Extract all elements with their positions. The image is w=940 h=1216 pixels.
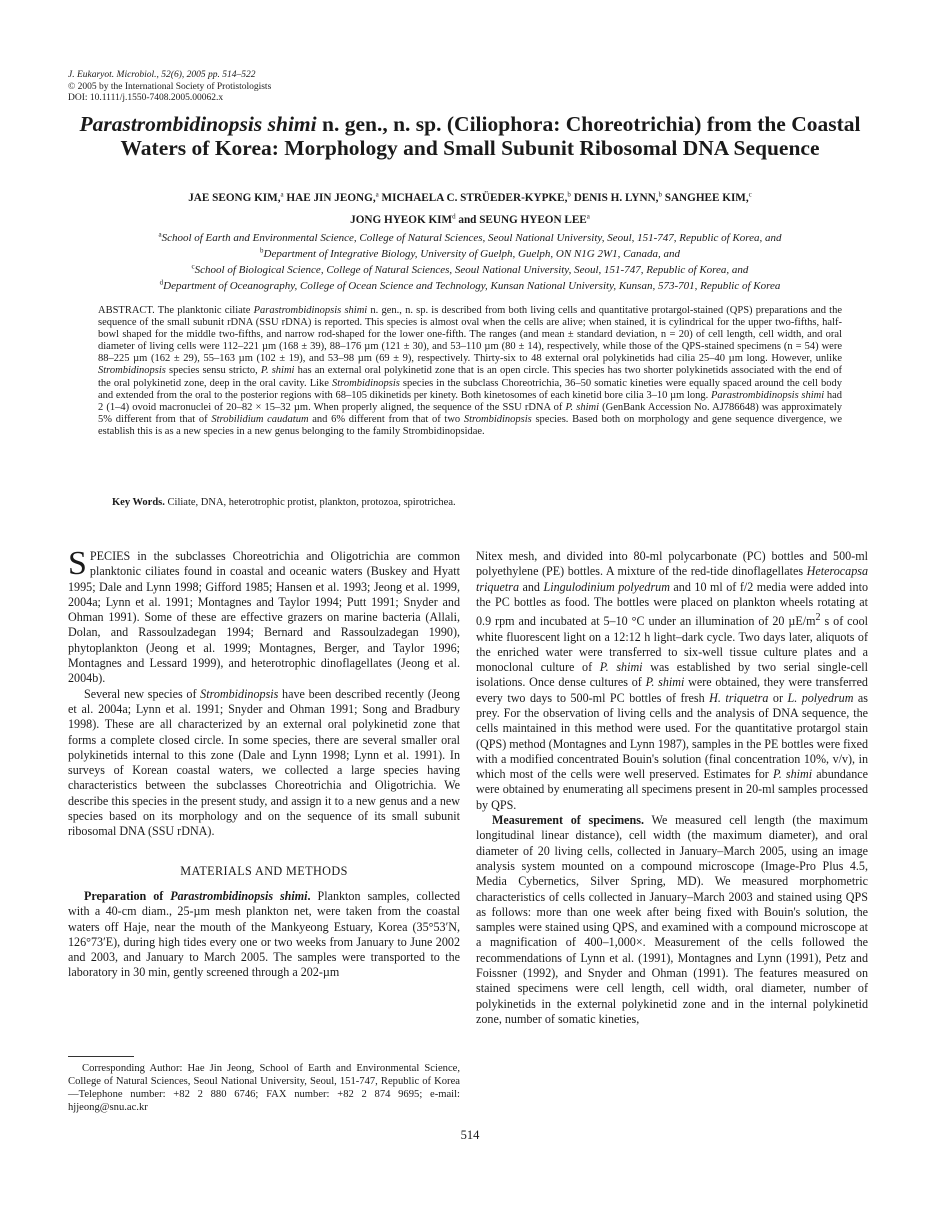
author-affiliation-mark: a xyxy=(586,212,590,221)
abstract-text: species. Based both on morphology and gene sequence divergence, we establish this is as a new species in a new genus belonging to the family Strombidinopsidae. xyxy=(98,413,843,437)
section-heading-methods: MATERIALS AND METHODS xyxy=(180,863,348,878)
affiliation-text: School of Earth and Environmental Science, College of Natural Sciences, Seoul National University, Seoul, 151-747, Republic of Korea, and xyxy=(161,232,782,244)
run-in-heading-text: . xyxy=(307,888,311,903)
keywords-label: Key Words. xyxy=(112,497,165,508)
abstract-text: had 2 (1–4) ovoid macronuclei of 20–82 × 15–32 µm. When properly aligned, the sequence of the SSU rDNA of xyxy=(98,389,842,413)
paragraph-italic: P. shimi xyxy=(645,675,685,690)
author-affiliation-mark: a xyxy=(280,190,284,199)
abstract-italic: Strombidinopsis xyxy=(463,413,532,425)
paragraph-text: We measured cell length (the maximum longitudinal linear distance), cell width (the maximum diameter), and oral diameter of 20 living cells, collected in January–March 2005, using an image analysis system mounted on a compound microscope (Image-Pro Plus 4.5, Media Cybernetics, Silver Spring, MD). We measured morphometric characteristics of cells collected in January–March 2003 and stained using QPS as follows: more than one week after being fixed with Bouin's solution, the samples were stained using QPS, and examined with a compound microscope at a magnification of 400–1,000×. Measurement of the cells followed the recommendations of Lynn et al. (1991), Montagnes and Lynn (1991), Petz and Foissner (1992), and Snyder and Ohman (1991). The features measured on stained specimens were cell length, cell width, oral diameter, number of polykinetids in the external polykinetid zone and in the internal polykinetid zone, number of somatic kineties, xyxy=(476,813,868,1026)
paragraph-text: have been described recently (Jeong et al. 2004a; Lynn et al. 1991; Snyder and Ohman 1991; Song and Bradbury 1998). These are all characterized by an external oral polykinetid zone that forms a complete closed circle. In some species, there are several smaller oral polykinetids internal to this zone (Dale and Lynn 1998; Lynn et al. 1991). In surveys of Korean coastal waters, we collected a large species having characteristics between the subclasses Choreotrichia and Oligotrichia. We describe this species in the present study, and assign it to a new genus and a new species based on its morphology and on the sequence of its small subunit ribosomal DNA (SSU rDNA). xyxy=(68,686,460,839)
intro-paragraph-2 xyxy=(68,687,460,840)
right-column xyxy=(476,549,868,1027)
paragraph-text: and xyxy=(519,579,544,594)
intro-paragraph-1 xyxy=(68,545,460,687)
affiliation-b xyxy=(60,246,880,262)
abstract-text: The planktonic ciliate xyxy=(154,305,254,316)
author-name: DENIS H. LYNN, xyxy=(570,192,659,204)
abstract-text: has an external oral polykinetid zone that is an open circle. This species has two shorter polykinetids associated with the end of the oral polykinetid zone, deep in the oral cavity. Like xyxy=(98,365,842,389)
abstract-text: n. gen., n. sp. is described from both living cells and quantitative protargol-stained (QPS) preparations and the sequence of the small subunit rDNA (SSU rDNA) is reported. This species is almost oval when the cells are alive; when stained, it is cylindrical for the upper two-fifths, half-bowl shaped for the middle two-fifths, and narrow rod-shaped for the lower one-fifth. The ranges (and mean ± standard deviation, n = 20) of cell length, cell width, and oral diameter of living cells were 112–221 µm (168 ± 39), 88–176 µm (121 ± 30), and 53–110 µm (80 ± 14), respectively, while those of the QPS-stained specimens (n = 54) were 88–225 µm (162 ± 29), 55–163 µm (102 ± 19), and 53–98 µm (69 ± 9), respectively. Thirty-six to 48 external oral polykinetids had cilia 25–40 µm long. However, unlike xyxy=(98,305,842,365)
abstract-italic: P. shimi xyxy=(565,401,600,413)
abstract-italic: P. shimi xyxy=(260,365,295,377)
author-affiliation-mark: b xyxy=(658,190,662,199)
abstract-text: and 6% different from that of two xyxy=(308,413,464,425)
author-affiliation-mark: a xyxy=(375,190,379,199)
paragraph-italic: P. shimi xyxy=(772,767,813,782)
author-line-2 xyxy=(60,209,880,231)
run-in-heading: Measurement of specimens. xyxy=(492,813,644,828)
methods-paragraph-1 xyxy=(68,889,460,981)
paragraph-text: s of cool white fluorescent light on a 12:12 h light–dark cycle. Two days later, aliquots of the enriched water were transferred to six-well tissue culture plates and a monoclonal culture of xyxy=(476,614,868,675)
author-name: SANGHEE KIM, xyxy=(661,192,749,204)
journal-header xyxy=(68,70,468,105)
corresponding-author-footnote: Corresponding Author: Hae Jin Jeong, School of Earth and Environmental Science, College of Natural Sciences, Seoul National University, Seoul, 151-747, Republic of Korea—Telephone number: +82 2 880 6746; FAX number: +82 2 874 9695; e-mail: hjjeong@snu.ac.kr xyxy=(68,1063,460,1113)
affiliation-a xyxy=(60,230,880,246)
affiliation-mark: c xyxy=(191,262,195,271)
measurement-paragraph xyxy=(476,813,868,1027)
drop-cap: S xyxy=(68,545,87,582)
abstract-italic: Strobilidium caudatum xyxy=(211,413,309,425)
author-affiliation-mark: d xyxy=(452,212,456,221)
title-rest: n. gen., n. sp. (Ciliophora: Choreotrichia) from the Coastal Waters of Korea: Morphology and Small Subunit Ribosomal DNA Sequence xyxy=(120,112,861,160)
paragraph-text: abundance were obtained by enumerating all specimens present in 20-ml samples processed by QPS. xyxy=(476,767,868,812)
author-name: and SEUNG HYEON LEE xyxy=(455,214,587,226)
paragraph-text: Nitex mesh, and divided into 80-ml polycarbonate (PC) bottles and 500-ml polyethylene (PE) bottles. A mixture of the red-tide dinoflagellates xyxy=(476,549,868,579)
journal-citation: J. Eukaryot. Microbiol., 52(6), 2005 pp. 514–522 xyxy=(68,70,256,80)
abstract xyxy=(98,305,842,438)
author-affiliation-mark: c xyxy=(748,190,752,199)
affiliation-mark: d xyxy=(159,278,164,287)
abstract-italic: Strombidinopsis xyxy=(98,365,166,377)
keywords xyxy=(112,497,842,509)
left-column xyxy=(68,545,461,981)
author-name: MICHAELA C. STRÜEDER-KYPKE, xyxy=(378,192,568,204)
paragraph-text: PECIES in the subclasses Choreotrichia and Oligotrichia are common planktonic ciliates found in coastal and oceanic waters (Buskey and Hyatt 1995; Dale and Lynn 1998; Gifford 1985; Hansen et al. 1993; Jeong et al. 1999, 2004a; Lynn et al. 1991; Montagnes and Taylor 1994; Putt 1991; Snyder and Ohman 1991). Some of these are effective grazers on marine bacteria (Allali, Dolan, and Rassoulzadegan 1994; Bernard and Rassoulzadegan 1990), phytoplankton (Jeong et al. 1999; Montagnes, Berger, and Taylor 1996; Montagnes and Lessard 1999), and heterotrophic dinoflagellates (Jeong et al. 2004b). xyxy=(68,549,460,686)
paragraph-text: as prey. For the observation of living cells and the analysis of DNA sequence, the cells maintained in this method were used. For the quantitative protargol stain (QPS) method (Montagnes and Lynn 1987), samples in the PE bottles were fixed with a modified concentrated Bouin's solution (final concentration 10%, v/v), in which most of the cells were well preserved. Estimates for xyxy=(476,690,868,782)
abstract-italic: Parastrombidinopsis shimi xyxy=(710,389,825,401)
affiliation-list xyxy=(60,230,880,294)
abstract-label: ABSTRACT. xyxy=(98,305,155,316)
author-affiliation-mark: b xyxy=(567,190,571,199)
paragraph-text: and 10 ml of f/2 media were added into the PC bottles as food. The bottles were placed on plankton wheels rotating at 0.9 rpm and incubated at 5–10 °C under an illumination of 20 µE/m xyxy=(476,579,868,629)
title-species: Parastrombidinopsis shimi xyxy=(79,112,317,136)
abstract-text: species sensu stricto, xyxy=(165,365,261,377)
author-name: HAE JIN JEONG, xyxy=(283,192,376,204)
affiliation-d xyxy=(60,278,880,294)
run-in-heading-italic: Parastrombidinopsis shimi xyxy=(170,888,308,903)
paragraph-text: Several new species of xyxy=(84,686,201,701)
footnote-divider xyxy=(68,1056,134,1057)
abstract-italic: Parastrombidinopsis shimi xyxy=(253,305,368,316)
paragraph-italic: Heterocapsa triquetra xyxy=(476,564,868,594)
page-number: 514 xyxy=(460,1128,480,1142)
affiliation-c xyxy=(60,262,880,278)
paragraph-text: or xyxy=(768,690,788,705)
affiliation-text: Department of Oceanography, College of Ocean Science and Technology, Kunsan National University, Kunsan, 573-701, Republic of Korea xyxy=(163,280,781,292)
paragraph-text: was established by two serial single-cell isolations. Once dense cultures of xyxy=(476,660,868,690)
superscript: 2 xyxy=(815,612,821,624)
paragraph-italic: H. triquetra xyxy=(709,690,769,705)
affiliation-text: School of Biological Science, College of Natural Sciences, Seoul National University, Seoul, 151-747, Republic of Korea, and xyxy=(194,264,749,276)
methods-paragraph-continued xyxy=(476,549,868,813)
paragraph-italic: Strombidinopsis xyxy=(200,686,279,701)
article-title xyxy=(60,112,880,160)
abstract-text: (GenBank Accession No. AJ786648) was approximately 5% different from that of xyxy=(98,401,842,425)
paragraph-text: were obtained, they were transferred every two days to 500-ml PC bottles of fresh xyxy=(476,675,868,705)
paragraph-italic: P. shimi xyxy=(599,660,643,675)
affiliation-mark: b xyxy=(260,246,264,255)
keywords-text: Ciliate, DNA, heterotrophic protist, plankton, protozoa, spirotrichea. xyxy=(164,497,456,508)
abstract-italic: Strombidinopsis xyxy=(332,377,400,389)
author-list xyxy=(60,187,880,231)
paragraph-text: Plankton samples, collected with a 40-cm diam., 25-µm mesh plankton net, were taken from the coastal waters off Haje, near the mouth of the Mankyeong Estuary, Korea (35°53′N, 126°73′E), during high tides every one or two weeks from January to June 2002 and 2003, and January to March 2005. The samples were transported to the laboratory in 30 min, gently screened through a 202-µm xyxy=(68,888,461,980)
run-in-heading xyxy=(84,889,311,903)
author-name: JONG HYEOK KIM xyxy=(350,214,453,226)
run-in-heading-text: Preparation of xyxy=(84,888,171,903)
affiliation-text: Department of Integrative Biology, University of Guelph, Guelph, ON N1G 2W1, Canada, and xyxy=(263,248,680,260)
affiliation-mark: a xyxy=(158,230,162,239)
author-line-1 xyxy=(60,187,880,209)
abstract-text: species in the subclass Choreotrichia, 36–50 somatic kineties were equally spaced around the cell body and extended from the oral to the posterior regions with 68–105 dikinetids per kinety. Both kinetosomes of each kinetid bore cilia 3–10 µm long. xyxy=(98,377,842,401)
doi-line: DOI: 10.1111/j.1550-7408.2005.00062.x xyxy=(68,93,224,103)
paragraph-italic: L. polyedrum xyxy=(787,690,854,705)
paragraph-italic: Lingulodinium polyedrum xyxy=(543,579,670,594)
copyright-line: © 2005 by the International Society of Protistologists xyxy=(68,81,272,92)
author-name: JAE SEONG KIM, xyxy=(188,192,281,204)
